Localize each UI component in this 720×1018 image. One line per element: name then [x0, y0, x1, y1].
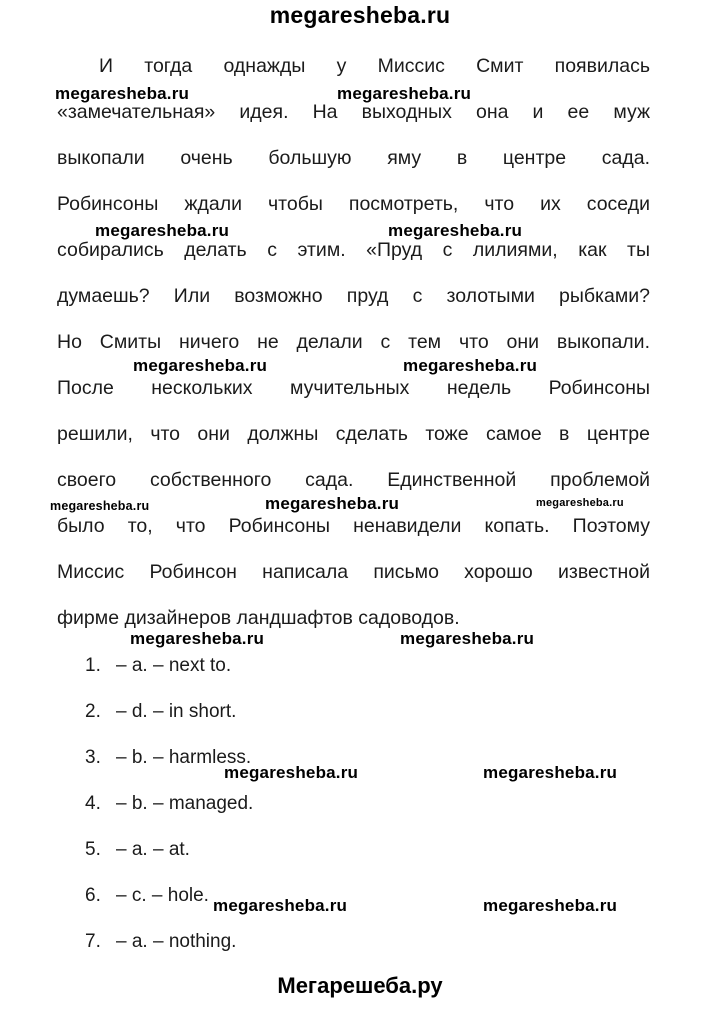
watermark: megaresheba.ru: [50, 499, 150, 513]
watermark: megaresheba.ru: [483, 896, 618, 915]
answers-list: [85, 643, 720, 965]
watermark: megaresheba.ru: [95, 221, 230, 240]
answer-number: 7.: [85, 931, 101, 952]
story-line: Робинсоны ждали чтобы посмотреть, что их соседи: [57, 193, 650, 215]
answer-item: [85, 827, 720, 873]
answer-text: – a. – next to.: [116, 655, 232, 676]
story-line: фирме дизайнеров ландшафтов садоводов.: [57, 607, 460, 629]
watermark: megaresheba.ru: [403, 356, 538, 375]
answer-number: 3.: [85, 747, 101, 768]
watermark: megaresheba.ru: [265, 494, 400, 513]
story-line: После нескольких мучительных недель Робинсоны: [57, 377, 650, 399]
watermark: megaresheba.ru: [55, 84, 190, 103]
answer-number: 1.: [85, 655, 101, 676]
watermark: megaresheba.ru: [536, 497, 624, 509]
answer-item: [85, 781, 720, 827]
story-line: своего собственного сада. Единственной проблемой: [57, 469, 650, 491]
answer-item: [85, 735, 720, 781]
answer-text: – d. – in short.: [116, 701, 237, 722]
watermark: megaresheba.ru: [400, 629, 535, 648]
answer-item: [85, 873, 720, 919]
footer-brand: Мегарешеба.ру: [277, 973, 443, 998]
story-line: выкопали очень большую яму в центре сада.: [57, 147, 650, 169]
story-line: решили, что они должны сделать тоже самое в центре: [57, 423, 650, 445]
story-line: собирались делать с этим. «Пруд с лилиями, как ты: [57, 239, 650, 261]
answer-text: – a. – at.: [116, 839, 190, 860]
watermark: megaresheba.ru: [213, 896, 348, 915]
story-line: думаешь? Или возможно пруд с золотыми рыбками?: [57, 285, 650, 307]
header-watermark: megaresheba.ru: [269, 2, 451, 28]
story-line: Но Смиты ничего не делали с тем что они выкопали.: [57, 331, 650, 353]
story-text: [57, 43, 650, 641]
watermark: megaresheba.ru: [483, 763, 618, 782]
watermark: megaresheba.ru: [388, 221, 523, 240]
answer-number: 5.: [85, 839, 101, 860]
story-line: И тогда однажды у Миссис Смит появилась: [99, 55, 650, 77]
watermark: megaresheba.ru: [133, 356, 268, 375]
answer-item: [85, 919, 720, 965]
answer-text: – c. – hole.: [116, 885, 209, 906]
story-line: «замечательная» идея. На выходных она и ее муж: [57, 101, 650, 123]
story-line: Миссис Робинсон написала письмо хорошо известной: [57, 561, 650, 583]
watermark: megaresheba.ru: [224, 763, 359, 782]
answer-text: – b. – harmless.: [116, 747, 252, 768]
answer-number: 4.: [85, 793, 101, 814]
watermark: megaresheba.ru: [130, 629, 265, 648]
answer-number: 6.: [85, 885, 101, 906]
answer-text: – b. – managed.: [116, 793, 254, 814]
answer-number: 2.: [85, 701, 101, 722]
story-line: было то, что Робинсоны ненавидели копать. Поэтому: [57, 515, 650, 537]
watermark: megaresheba.ru: [337, 84, 472, 103]
answer-item: [85, 689, 720, 735]
answer-item: [85, 643, 720, 689]
answer-text: – a. – nothing.: [116, 931, 237, 952]
